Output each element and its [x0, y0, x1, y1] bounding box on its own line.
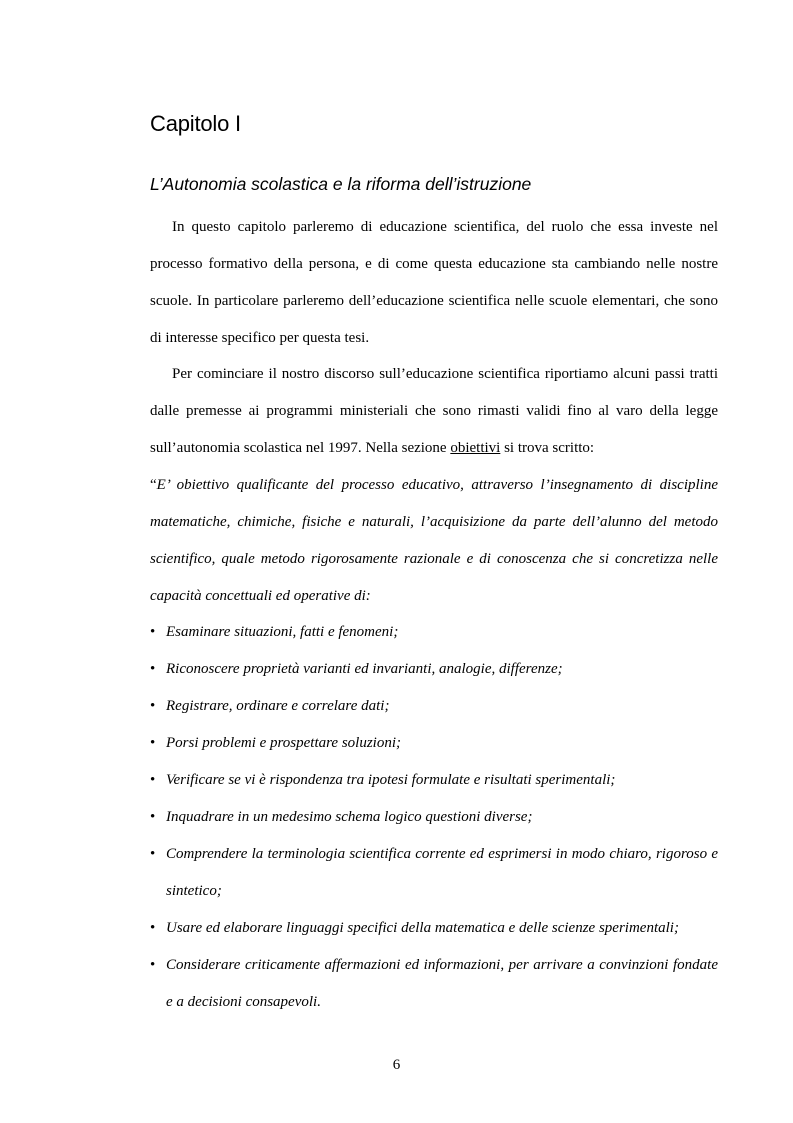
quote-paragraph — [150, 467, 718, 615]
bullet-icon: • — [150, 624, 156, 640]
intro-paragraph: In questo capitolo parleremo di educazione scientifica, del ruolo che essa investe nel processo formativo della persona, e di come questa educazione sta cambiando nelle nostre scuole. In particolare parleremo dell’educazione scientifica nelle scuole elementari, che sono di interesse specifico per questa tesi. — [150, 219, 718, 346]
objectives-underlined: obiettivi — [450, 440, 501, 456]
list-item-text: Inquadrare in un medesimo schema logico questioni diverse; — [166, 809, 533, 825]
list-item-text: Porsi problemi e prospettare soluzioni; — [166, 735, 401, 751]
bullet-icon: • — [150, 957, 156, 973]
list-item — [150, 836, 718, 910]
list-item-text: Considerare criticamente affermazioni ed informazioni, per arrivare a convinzioni fondate e a decisioni consapevoli. — [166, 957, 718, 1010]
second-paragraph — [150, 356, 718, 467]
list-item — [150, 688, 718, 725]
list-item — [150, 947, 718, 1021]
list-item-text: Verificare se vi è rispondenza tra ipotesi formulate e risultati sperimentali; — [166, 772, 616, 788]
objectives-list — [150, 614, 718, 1021]
chapter-title: Capitolo I — [150, 111, 241, 136]
second-paragraph-tail: si trova scritto: — [500, 440, 595, 456]
bullet-icon: • — [150, 698, 156, 714]
list-item-text: Registrare, ordinare e correlare dati; — [166, 698, 390, 714]
quote-text: E’ obiettivo qualificante del processo educativo, attraverso l’insegnamento di discipline matematiche, chimiche, fisiche e naturali, l’acquisizione da parte dell’alunno del metodo scientifico, quale metodo rigorosamente razionale e di conoscenza che si concretizza nelle capacità concettuali ed operative di: — [150, 477, 718, 604]
list-item — [150, 614, 718, 651]
list-item-text: Usare ed elaborare linguaggi specifici della matematica e delle scienze sperimentali; — [166, 920, 679, 936]
list-item — [150, 725, 718, 762]
bullet-icon: • — [150, 772, 156, 788]
bullet-icon: • — [150, 661, 156, 677]
page-number: 6 — [392, 1057, 401, 1073]
section-title: L’Autonomia scolastica e la riforma dell’istruzione — [150, 174, 532, 194]
list-item — [150, 762, 718, 799]
list-item — [150, 910, 718, 947]
bullet-icon: • — [150, 846, 156, 862]
bullet-icon: • — [150, 735, 156, 751]
list-item-text: Comprendere la terminologia scientifica corrente ed esprimersi in modo chiaro, rigoroso e sintetico; — [166, 846, 718, 899]
list-item — [150, 651, 718, 688]
bullet-icon: • — [150, 809, 156, 825]
open-quote-mark: “ — [150, 477, 157, 493]
list-item-text: Riconoscere proprietà varianti ed invarianti, analogie, differenze; — [166, 661, 563, 677]
second-paragraph-text: Per cominciare il nostro discorso sull’educazione scientifica riportiamo alcuni passi tratti dalle premesse ai programmi ministeriali che sono rimasti validi fino al varo della legge sull’autonomia scolastica nel 1997. Nella sezione — [150, 366, 718, 456]
bullet-icon: • — [150, 920, 156, 936]
list-item-text: Esaminare situazioni, fatti e fenomeni; — [166, 624, 399, 640]
list-item — [150, 799, 718, 836]
